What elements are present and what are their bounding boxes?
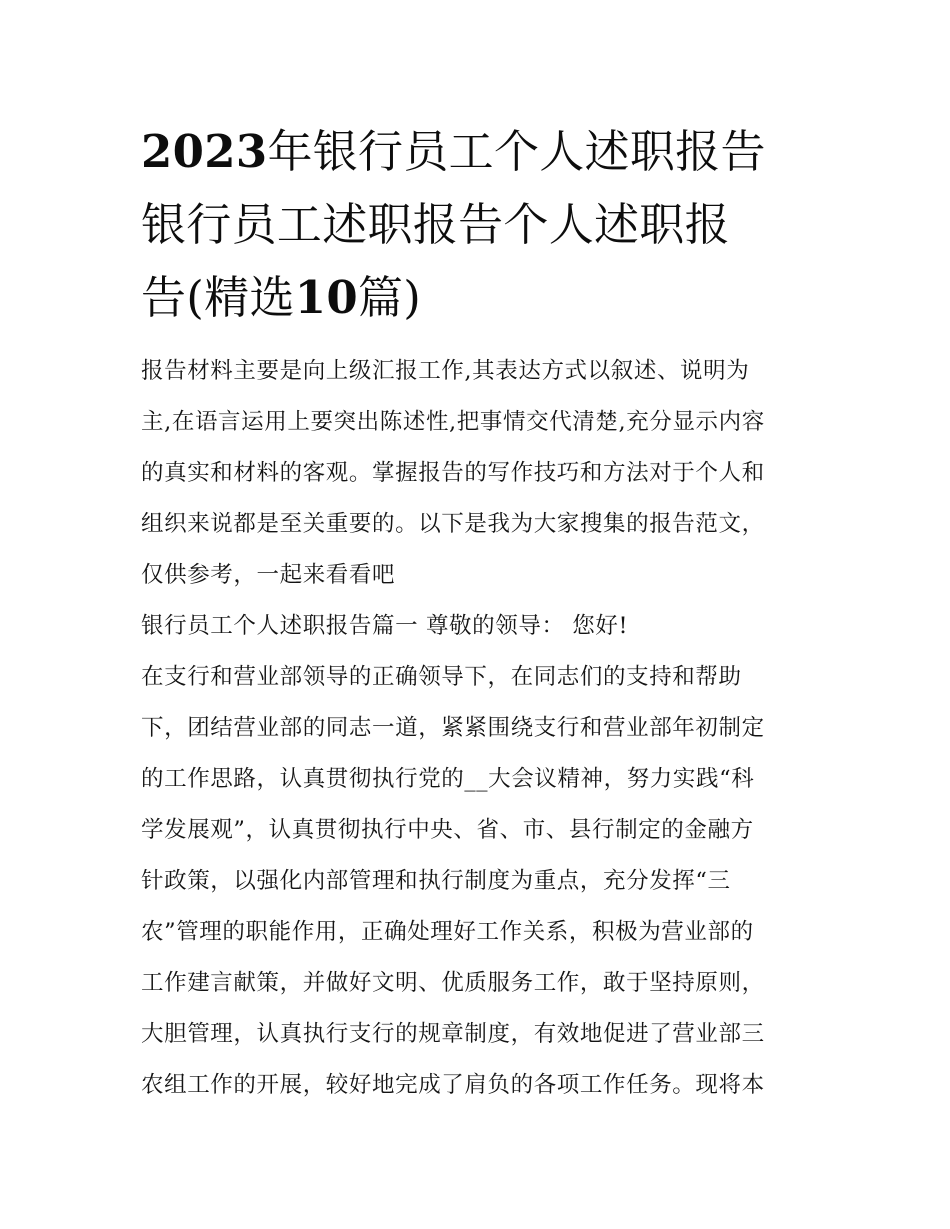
salutation-line: 银行员工个人述职报告篇一 尊敬的领导： 您好! (141, 613, 629, 639)
document-content (141, 115, 813, 1111)
main-line: 农”管理的职能作用，正确处理好工作关系，积极为营业部的 (141, 919, 754, 945)
intro-paragraph (141, 346, 813, 601)
title-line3-pre: 告(精选 (141, 271, 295, 324)
main-line: 学发展观”，认真贯彻执行中央、省、市、县行制定的金融方 (141, 817, 754, 843)
main-line: 的工作思路，认真贯彻执行党的__大会议精神，努力实践“科 (141, 766, 755, 792)
main-line: 在支行和营业部领导的正确领导下，在同志们的支持和帮助 (141, 664, 742, 690)
main-line: 大胆管理，认真执行支行的规章制度，有效地促进了营业部三 (141, 1021, 765, 1047)
intro-line: 组织来说都是至关重要的。以下是我为大家搜集的报告范文， (141, 511, 765, 537)
main-line: 工作建言献策，并做好文明、优质服务工作，敢于坚持原则， (141, 970, 765, 996)
title-line1-text: 年银行员工个人述职报告 (267, 125, 766, 178)
intro-line: 仅供参考，一起来看看吧 (141, 562, 396, 588)
main-line: 针政策，以强化内部管理和执行制度为重点，充分发挥“三 (141, 868, 731, 894)
main-paragraph (141, 652, 813, 1111)
title-line3-post: 篇) (358, 271, 422, 324)
main-line: 下，团结营业部的同志一道，紧紧围绕支行和营业部年初制定 (141, 715, 765, 741)
document-title (141, 115, 813, 334)
intro-line: 报告材料主要是向上级汇报工作,其表达方式以叙述、说明为 (141, 358, 750, 384)
title-line2-text: 银行员工述职报告个人述职报 (141, 198, 730, 251)
intro-line: 的真实和材料的客观。掌握报告的写作技巧和方法对于个人和 (141, 460, 765, 486)
title-year: 2023 (141, 125, 268, 178)
main-line: 农组工作的开展，较好地完成了肩负的各项工作任务。现将本 (141, 1072, 765, 1098)
title-line3-number: 10 (294, 271, 358, 324)
intro-line: 主,在语言运用上要突出陈述性,把事情交代清楚,充分显示内容 (141, 409, 765, 435)
